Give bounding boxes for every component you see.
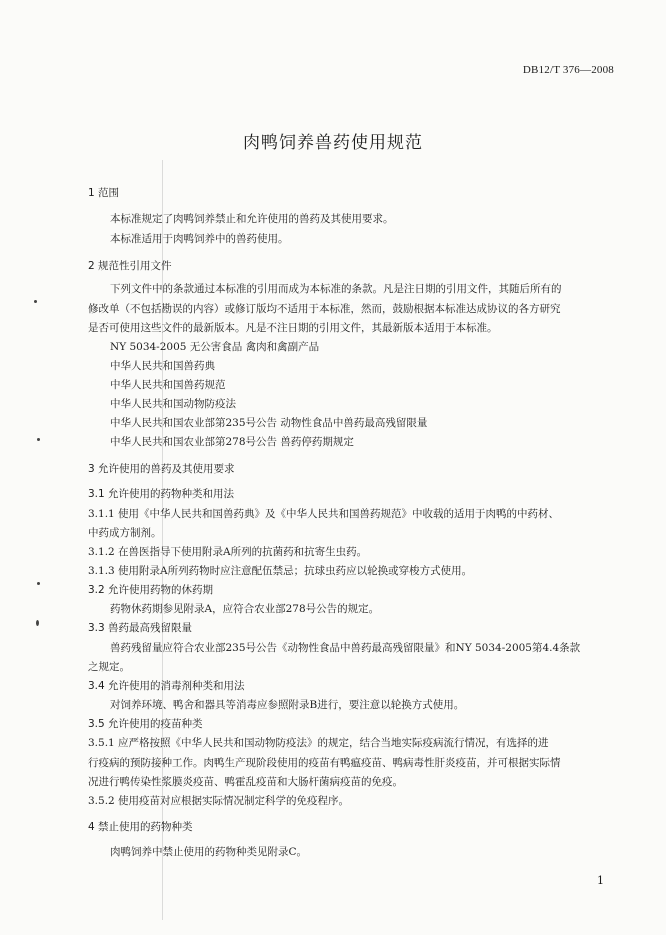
paragraph-line: 修改单（不包括勘误的内容）或修订版均不适用于本标准，然而，鼓励根据本标准达成协议的各方研究 [88, 303, 561, 315]
standard-code: DB12/T 376—2008 [522, 64, 614, 76]
paragraph-line: 兽药残留量应符合农业部235号公告《动物性食品中兽药最高残留限量》和NY 5034-2005第4.4条款 [110, 642, 581, 654]
section-heading: 1 范围 [88, 187, 120, 199]
scan-speck [34, 300, 37, 303]
clause-line: 3.1.3 使用附录A所列药物时应注意配伍禁忌；抗球虫药应以轮换或穿梭方式使用。 [88, 565, 473, 577]
reference-item: 中华人民共和国兽药典 [110, 360, 215, 372]
clause-line: 3.1.1 使用《中华人民共和国兽药典》及《中华人民共和国兽药规范》中收载的适用于肉鸭的中药材、 [88, 508, 560, 520]
section-heading: 3 允许使用的兽药及其使用要求 [88, 463, 235, 475]
subsection-heading: 3.4 允许使用的消毒剂种类和用法 [88, 680, 245, 692]
clause-line: 3.1.2 在兽医指导下使用附录A所列的抗菌药和抗寄生虫药。 [88, 546, 368, 558]
section-heading: 2 规范性引用文件 [88, 260, 172, 272]
scan-speck [37, 438, 40, 441]
paragraph-line: 是否可使用这些文件的最新版本。凡是不注日期的引用文件，其最新版本适用于本标准。 [88, 322, 498, 334]
paragraph-line: 本标准适用于肉鸭饲养中的兽药使用。 [110, 233, 289, 245]
clause-line: 况进行鸭传染性浆膜炎疫苗、鸭霍乱疫苗和大肠杆菌病疫苗的免疫。 [88, 776, 403, 788]
scan-speck [37, 582, 40, 585]
paragraph-line: 药物休药期参见附录A，应符合农业部278号公告的规定。 [110, 603, 380, 615]
clause-line: 3.5.1 应严格按照《中华人民共和国动物防疫法》的规定，结合当地实际疫病流行情况，有选择的进 [88, 737, 549, 749]
reference-item: 中华人民共和国动物防疫法 [110, 398, 236, 410]
reference-item: 中华人民共和国农业部第235号公告 动物性食品中兽药最高残留限量 [110, 417, 428, 429]
paragraph-line: 对饲养环境、鸭舍和器具等消毒应参照附录B进行，要注意以轮换方式使用。 [110, 699, 465, 711]
scan-speck [36, 620, 39, 626]
document-title: 肉鸭饲养兽药使用规范 [243, 133, 423, 153]
paragraph-line: 肉鸭饲养中禁止使用的药物种类见附录C。 [110, 846, 308, 858]
paragraph-line: 本标准规定了肉鸭饲养禁止和允许使用的兽药及其使用要求。 [110, 213, 394, 225]
paragraph-line: 之规定。 [88, 661, 130, 673]
clause-line: 3.5.2 使用疫苗对应根据实际情况制定科学的免疫程序。 [88, 795, 350, 807]
page-number: 1 [597, 874, 604, 887]
subsection-heading: 3.5 允许使用的疫苗种类 [88, 718, 203, 730]
section-heading: 4 禁止使用的药物种类 [88, 821, 193, 833]
clause-line: 中药成方制剂。 [88, 527, 162, 539]
clause-line: 行疫病的预防接种工作。肉鸭生产现阶段使用的疫苗有鸭瘟疫苗、鸭病毒性肝炎疫苗，并可根据实际情 [88, 757, 561, 769]
subsection-heading: 3.3 兽药最高残留限量 [88, 622, 193, 634]
paragraph-line: 下列文件中的条款通过本标准的引用而成为本标准的条款。凡是注日期的引用文件，其随后所有的 [110, 283, 562, 295]
subsection-heading: 3.1 允许使用的药物种类和用法 [88, 488, 235, 500]
reference-item: NY 5034-2005 无公害食品 禽肉和禽副产品 [110, 341, 320, 353]
reference-item: 中华人民共和国农业部第278号公告 兽药停药期规定 [110, 436, 354, 448]
subsection-heading: 3.2 允许使用药物的休药期 [88, 584, 214, 596]
reference-item: 中华人民共和国兽药规范 [110, 379, 226, 391]
